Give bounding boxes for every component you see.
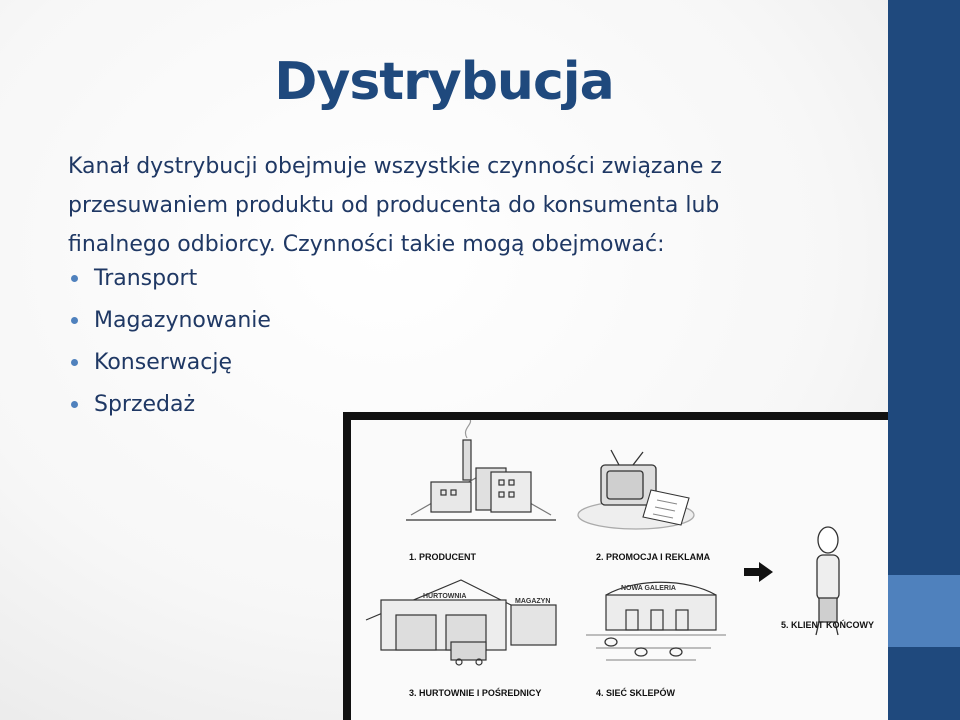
distribution-illustration (343, 412, 888, 720)
bullet-label: Konserwację (94, 350, 232, 375)
caption-store-network: 4. SIEĆ SKLEPÓW (596, 688, 676, 698)
intro-line-3: finalnego odbiorcy. Czynności takie mogą obejmować: (68, 232, 665, 257)
bullet-dot-icon (71, 275, 78, 282)
right-sidebar-accent (888, 575, 960, 647)
person-icon (816, 527, 839, 635)
intro-line-1: Kanał dystrybucji obejmuje wszystkie czynności związane z (68, 154, 722, 179)
bullet-dot-icon (71, 317, 78, 324)
bullet-item (68, 300, 271, 342)
bullet-item (68, 258, 271, 300)
bullet-label: Sprzedaż (94, 392, 196, 417)
bullet-dot-icon (71, 359, 78, 366)
caption-wholesalers: 3. HURTOWNIE I POŚREDNICY (409, 688, 542, 698)
bullet-dot-icon (71, 401, 78, 408)
bullet-label: Magazynowanie (94, 308, 271, 333)
bullet-item (68, 342, 271, 384)
sign-wholesale: HURTOWNIA (423, 593, 467, 600)
bullet-label: Transport (94, 266, 198, 291)
sign-mall: NOWA GALERIA (621, 585, 676, 592)
slide-title: Dystrybucja (274, 52, 614, 112)
bullet-list (68, 258, 271, 426)
bullet-item (68, 384, 271, 426)
caption-promotion: 2. PROMOCJA I REKLAMA (596, 552, 711, 562)
sign-storehouse: MAGAZYN (515, 598, 551, 605)
caption-final-client: 5. KLIENT KOŃCOWY (781, 620, 875, 630)
caption-producer: 1. PRODUCENT (409, 552, 477, 562)
intro-line-2: przesuwaniem produktu od producenta do konsumenta lub (68, 193, 720, 218)
intro-paragraph (68, 147, 858, 264)
illustration-canvas (351, 420, 888, 720)
